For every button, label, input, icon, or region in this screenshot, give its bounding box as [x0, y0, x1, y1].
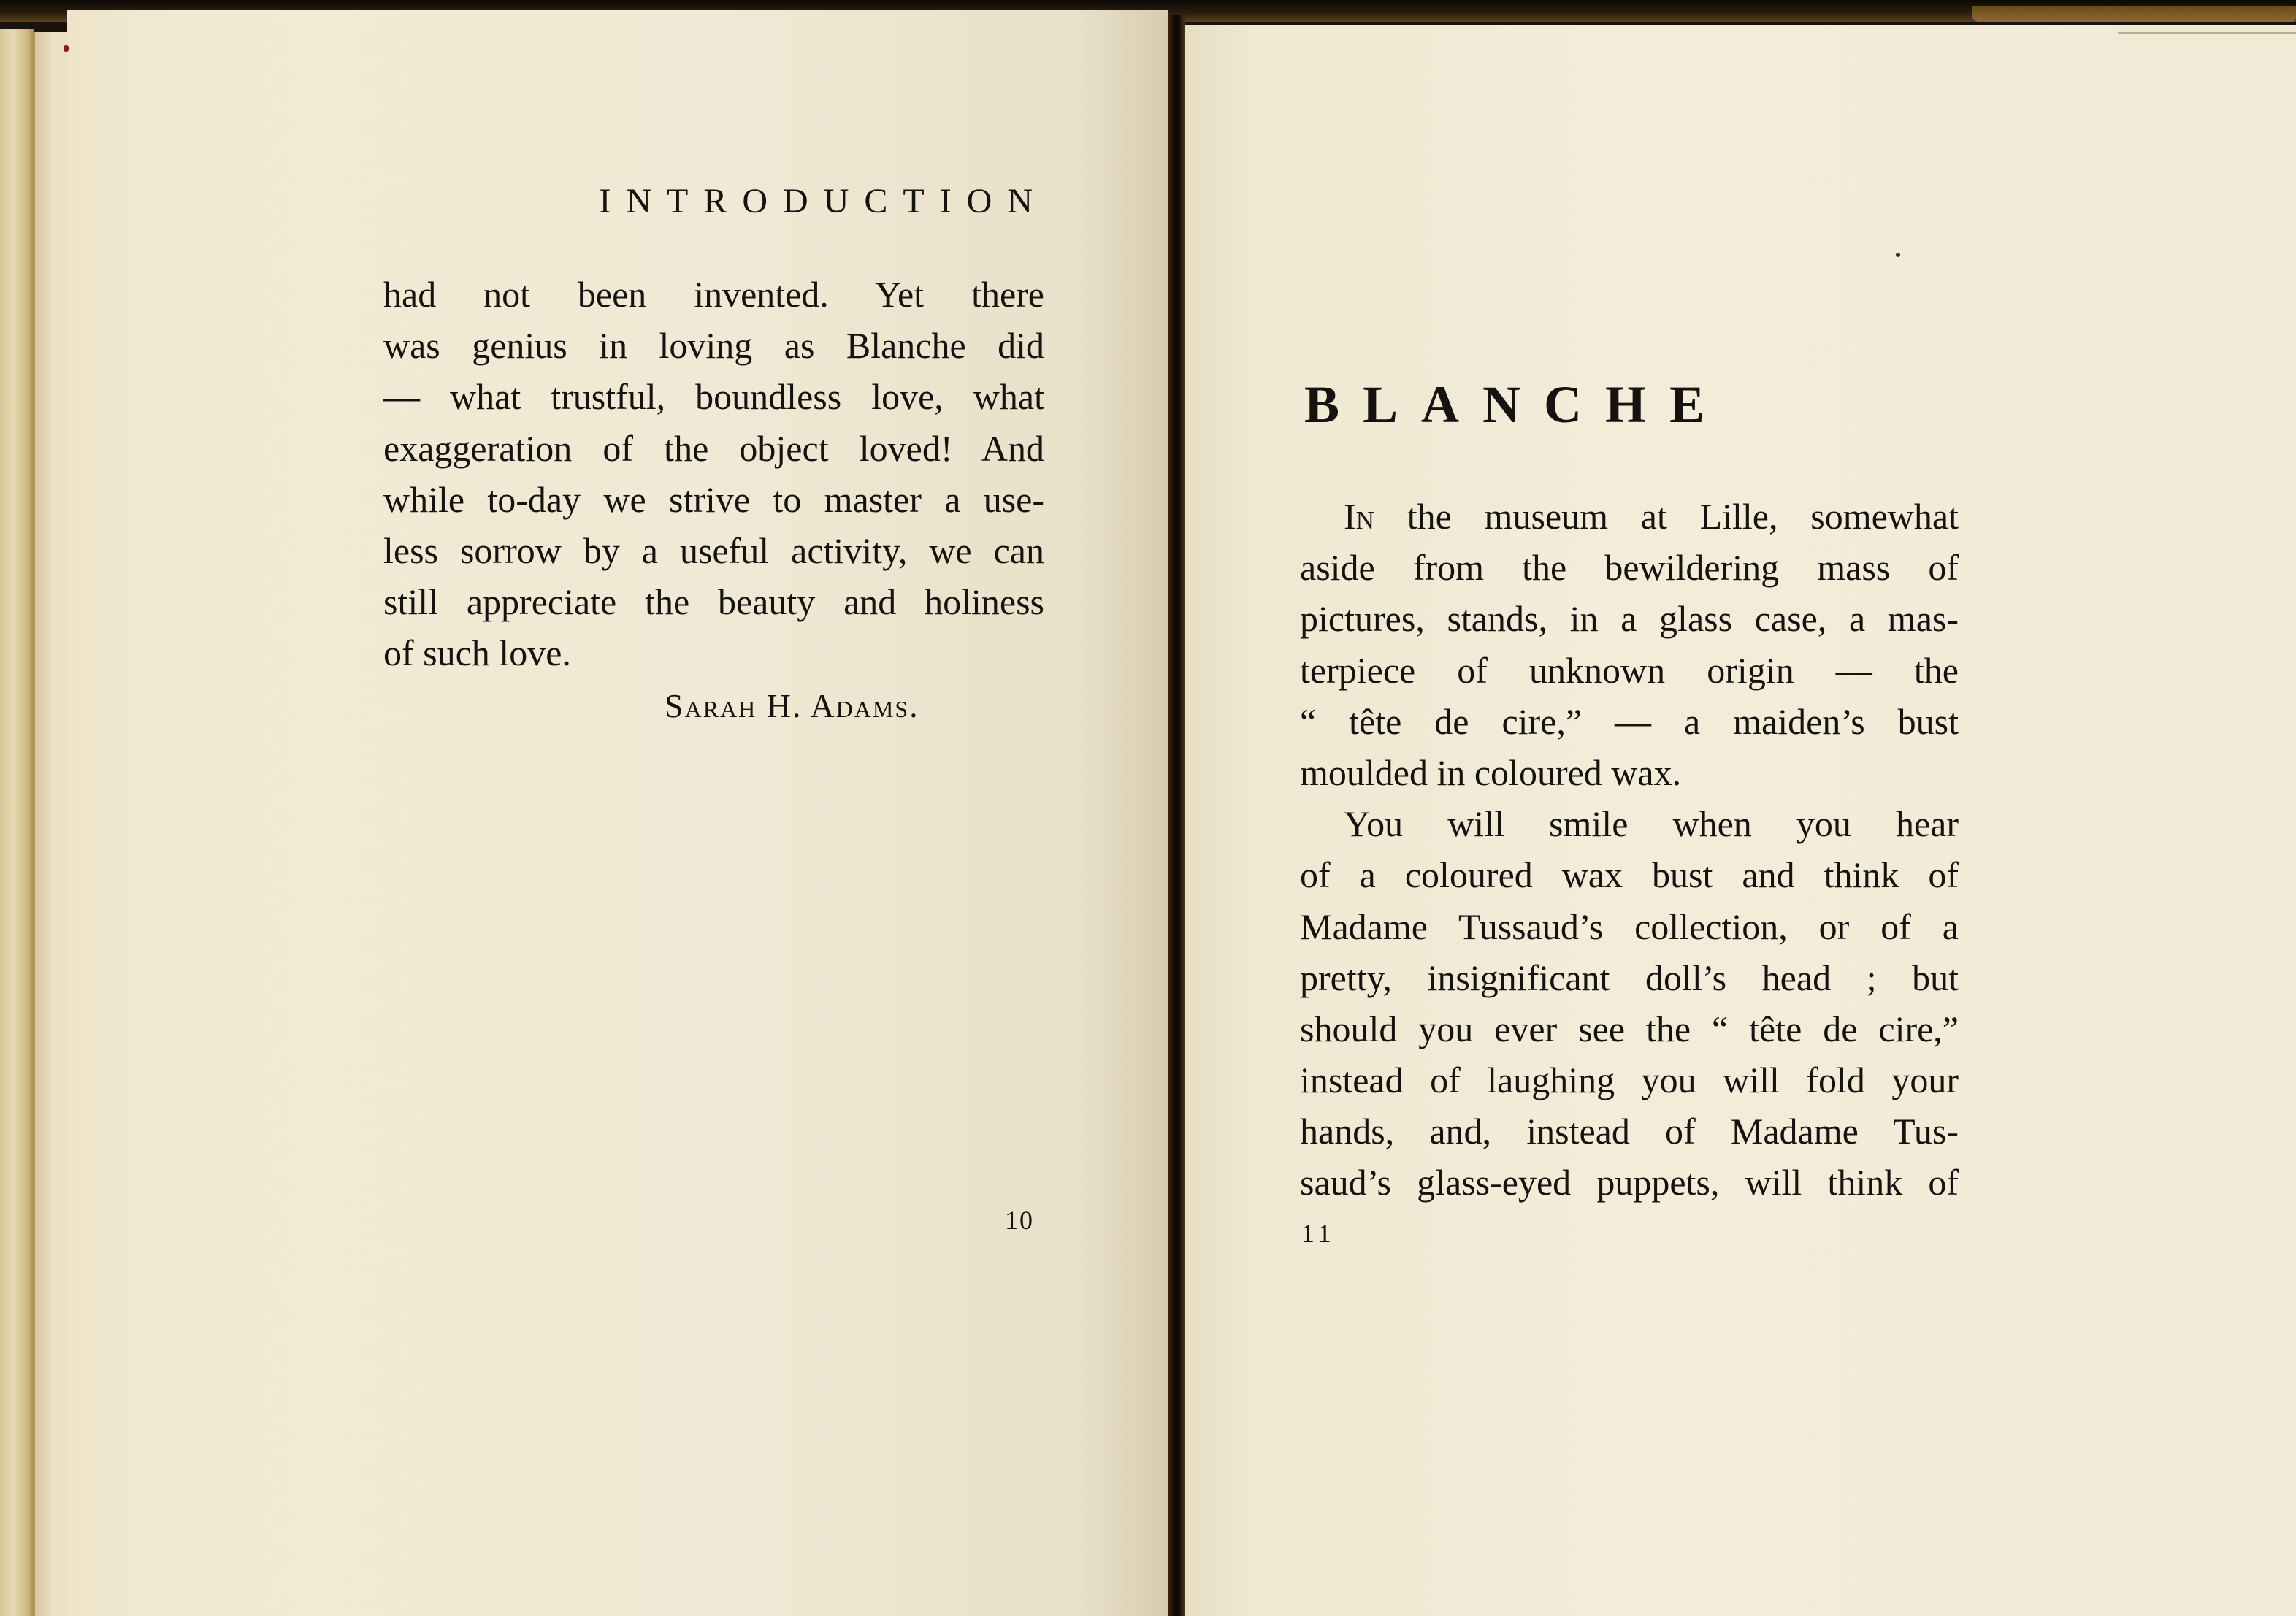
text-line: less sorrow by a useful activity, we can: [383, 529, 1044, 571]
left-page: [67, 10, 1168, 1616]
text-line: “ tête de cire,” — a maiden’s bust: [1300, 700, 1959, 742]
page-number-left: 10: [1005, 1206, 1034, 1235]
text-line: Madame Tussaud’s collection, or of a: [1300, 905, 1959, 947]
running-head: INTRODUCTION: [599, 182, 1048, 221]
book-cover-edge: [0, 29, 34, 1616]
text-line: — what trustful, boundless love, what: [383, 376, 1044, 418]
text-line: still appreciate the beauty and holiness: [383, 581, 1044, 623]
text-line: exaggeration of the object loved! And: [383, 427, 1044, 469]
page-top-fold: [2118, 28, 2296, 34]
ink-speck: [64, 45, 69, 52]
text-line: was genius in loving as Blanche did: [383, 325, 1044, 367]
text-line: moulded in coloured wax.: [1300, 751, 1682, 793]
text-line: of such love.: [383, 632, 571, 674]
text-line: instead of laughing you will fold your: [1300, 1060, 1959, 1101]
first-line-text: the museum at Lille, somewhat: [1407, 496, 1959, 537]
text-line: had not been invented. Yet there: [383, 274, 1044, 315]
chapter-title: BLANCHE: [1304, 375, 1729, 434]
text-line-first: [1300, 491, 1959, 542]
cover-edge-worn: [1972, 6, 2296, 22]
text-line: saud’s glass-eyed puppets, will think of: [1300, 1162, 1959, 1203]
text-line: should you ever see the “ tête de cire,”: [1300, 1008, 1959, 1049]
page-number-right: 11: [1301, 1219, 1336, 1248]
text-line: hands, and, instead of Madame Tus-: [1300, 1111, 1959, 1152]
text-line: of a coloured wax bust and think of: [1300, 854, 1959, 896]
introduction-text: [383, 269, 1044, 679]
text-line: terpiece of unknown origin — the: [1300, 649, 1959, 691]
text-line: pretty, insignificant doll’s head ; but: [1300, 957, 1959, 998]
text-line: pictures, stands, in a glass case, a mas-: [1300, 598, 1959, 640]
paper-speck: [1896, 253, 1900, 257]
author-signature: Sarah H. Adams.: [665, 687, 919, 724]
opening-word: In: [1344, 496, 1374, 537]
text-line: You will smile when you hear: [1344, 803, 1959, 845]
text-line: aside from the bewildering mass of: [1300, 547, 1959, 589]
chapter-text: [1300, 491, 1959, 1209]
text-line: while to-day we strive to master a use-: [383, 478, 1044, 520]
page-stack-edge: [34, 32, 72, 1616]
book-gutter: [1168, 15, 1185, 1616]
